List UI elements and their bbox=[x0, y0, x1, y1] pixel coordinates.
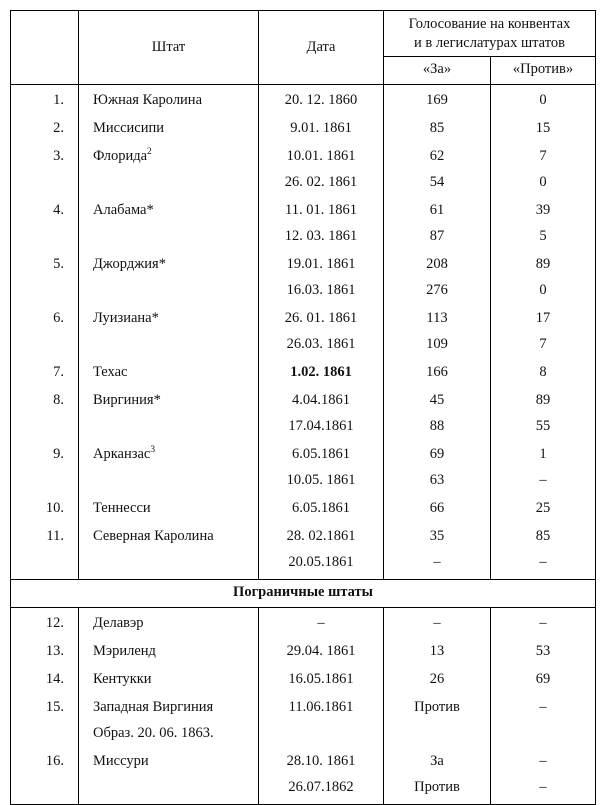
row-number: 13. bbox=[45, 642, 64, 659]
column-header-for: «За» bbox=[384, 57, 491, 85]
footnote-marker: 3 bbox=[150, 444, 156, 455]
section-header-label: Пограничные штаты bbox=[11, 579, 596, 607]
votes-against-cell bbox=[491, 84, 596, 113]
state-cell bbox=[79, 357, 259, 385]
votes-for: 276 bbox=[426, 281, 448, 298]
vote-date: 6.05.1861 bbox=[292, 499, 350, 516]
vote-date: 20.05.1861 bbox=[288, 553, 354, 570]
state-name: Теннесси bbox=[93, 499, 151, 516]
votes-for: 13 bbox=[429, 642, 445, 659]
row-number-cell bbox=[11, 84, 79, 113]
votes-against: 15 bbox=[535, 119, 551, 136]
vote-date: 4.04.1861 bbox=[292, 391, 350, 408]
votes-against: 85 bbox=[535, 527, 551, 544]
row-number: 2. bbox=[53, 119, 64, 136]
votes-against-cell bbox=[491, 141, 596, 195]
votes-against: 8 bbox=[539, 363, 547, 380]
section-header-row bbox=[11, 579, 596, 607]
votes-against: – bbox=[539, 614, 547, 631]
vote-date: 10.05. 1861 bbox=[286, 471, 356, 488]
state-name: Миссури bbox=[93, 752, 149, 769]
date-cell bbox=[259, 113, 384, 141]
row-number: 10. bbox=[45, 499, 64, 516]
row-number-cell bbox=[11, 664, 79, 692]
votes-against-cell bbox=[491, 439, 596, 493]
votes-against: 17 bbox=[535, 309, 551, 326]
state-cell bbox=[79, 84, 259, 113]
state-name: Мэриленд bbox=[93, 642, 156, 659]
row-number: 7. bbox=[53, 363, 64, 380]
votes-against-cell bbox=[491, 692, 596, 746]
vote-date: 26. 01. 1861 bbox=[284, 309, 358, 326]
table-row bbox=[11, 385, 596, 439]
votes-against: 0 bbox=[539, 173, 547, 190]
votes-for: Против bbox=[414, 778, 460, 795]
state-cell bbox=[79, 195, 259, 249]
votes-against: 55 bbox=[535, 417, 551, 434]
voting-group-line1: Голосование на конвентах bbox=[408, 16, 571, 32]
votes-for-cell bbox=[384, 249, 491, 303]
votes-for-cell bbox=[384, 357, 491, 385]
state-cell bbox=[79, 493, 259, 521]
votes-for: 69 bbox=[429, 445, 445, 462]
vote-date: 10.01. 1861 bbox=[286, 147, 356, 164]
row-number-cell bbox=[11, 439, 79, 493]
state-formation-note: Образ. 20. 06. 1863. bbox=[93, 724, 214, 741]
votes-for: 208 bbox=[426, 255, 448, 272]
votes-for-cell bbox=[384, 692, 491, 746]
votes-against-cell bbox=[491, 195, 596, 249]
date-cell bbox=[259, 636, 384, 664]
date-cell bbox=[259, 607, 384, 636]
votes-for-cell bbox=[384, 195, 491, 249]
table-row bbox=[11, 607, 596, 636]
votes-against: 5 bbox=[539, 227, 547, 244]
votes-for: 61 bbox=[429, 201, 445, 218]
votes-for-cell bbox=[384, 113, 491, 141]
row-number: 6. bbox=[53, 309, 64, 326]
row-number-cell bbox=[11, 746, 79, 805]
votes-against: 7 bbox=[539, 335, 547, 352]
vote-date: 6.05.1861 bbox=[292, 445, 350, 462]
votes-against: 7 bbox=[539, 147, 547, 164]
row-number: 11. bbox=[46, 527, 64, 544]
date-cell bbox=[259, 84, 384, 113]
state-cell bbox=[79, 746, 259, 805]
state-name: Алабама bbox=[93, 201, 147, 218]
asterisk-marker: * bbox=[158, 255, 166, 272]
row-number: 8. bbox=[53, 391, 64, 408]
vote-date: 1.02. 1861 bbox=[290, 363, 352, 380]
table-row bbox=[11, 439, 596, 493]
table-row bbox=[11, 493, 596, 521]
row-number-cell bbox=[11, 607, 79, 636]
vote-date: 26.03. 1861 bbox=[286, 335, 356, 352]
column-header-against: «Против» bbox=[491, 57, 596, 85]
row-number: 4. bbox=[53, 201, 64, 218]
table-row bbox=[11, 521, 596, 580]
votes-for: 87 bbox=[429, 227, 445, 244]
table-row bbox=[11, 636, 596, 664]
state-cell bbox=[79, 664, 259, 692]
vote-date: 28. 02.1861 bbox=[286, 527, 356, 544]
vote-date: 9.01. 1861 bbox=[290, 119, 352, 136]
column-header-state: Штат bbox=[79, 11, 259, 85]
votes-against-cell bbox=[491, 303, 596, 357]
votes-against: 0 bbox=[539, 91, 547, 108]
votes-against-cell bbox=[491, 249, 596, 303]
table-row bbox=[11, 141, 596, 195]
votes-for-cell bbox=[384, 636, 491, 664]
votes-for: 26 bbox=[429, 670, 445, 687]
state-name: Джорджия bbox=[93, 255, 159, 272]
state-name: Техас bbox=[93, 363, 128, 380]
row-number: 14. bbox=[45, 670, 64, 687]
footnote-marker: 2 bbox=[147, 146, 152, 157]
row-number: 15. bbox=[45, 698, 64, 715]
state-cell bbox=[79, 636, 259, 664]
votes-against: 89 bbox=[535, 391, 551, 408]
state-name: Флорида bbox=[93, 147, 148, 164]
date-cell bbox=[259, 141, 384, 195]
votes-for: 45 bbox=[429, 391, 445, 408]
state-name: Луизиана bbox=[93, 309, 152, 326]
table-row bbox=[11, 303, 596, 357]
row-number-cell bbox=[11, 141, 79, 195]
row-number-cell bbox=[11, 385, 79, 439]
row-number-cell bbox=[11, 521, 79, 580]
state-cell bbox=[79, 303, 259, 357]
votes-against: 89 bbox=[535, 255, 551, 272]
votes-for: 169 bbox=[426, 91, 448, 108]
vote-date: 17.04.1861 bbox=[288, 417, 354, 434]
state-cell bbox=[79, 141, 259, 195]
column-header-date: Дата bbox=[259, 11, 384, 85]
state-name: Кентукки bbox=[93, 670, 152, 687]
date-cell bbox=[259, 303, 384, 357]
votes-against: 69 bbox=[535, 670, 551, 687]
vote-date: 28.10. 1861 bbox=[286, 752, 356, 769]
row-number-cell bbox=[11, 357, 79, 385]
votes-for-cell bbox=[384, 664, 491, 692]
header-row-primary bbox=[11, 11, 596, 57]
row-number-cell bbox=[11, 113, 79, 141]
votes-against-cell bbox=[491, 357, 596, 385]
asterisk-marker: * bbox=[146, 201, 154, 218]
asterisk-marker: * bbox=[153, 391, 161, 408]
row-number-cell bbox=[11, 493, 79, 521]
votes-against: – bbox=[539, 698, 547, 715]
votes-against-cell bbox=[491, 636, 596, 664]
votes-against: 1 bbox=[539, 445, 547, 462]
table-row bbox=[11, 357, 596, 385]
row-number: 16. bbox=[45, 752, 64, 769]
votes-for: 113 bbox=[426, 309, 448, 326]
state-cell bbox=[79, 607, 259, 636]
table-body bbox=[11, 84, 596, 804]
state-name: Северная Каролина bbox=[93, 527, 214, 544]
state-name: Миссисипи bbox=[93, 119, 164, 136]
table-row bbox=[11, 195, 596, 249]
date-cell bbox=[259, 195, 384, 249]
row-number: 1. bbox=[53, 91, 64, 108]
table-row bbox=[11, 113, 596, 141]
votes-for: 35 bbox=[429, 527, 445, 544]
votes-for-cell bbox=[384, 746, 491, 805]
votes-against-cell bbox=[491, 385, 596, 439]
row-number: 3. bbox=[53, 147, 64, 164]
vote-date: – bbox=[317, 614, 325, 631]
state-cell bbox=[79, 692, 259, 746]
table-row bbox=[11, 249, 596, 303]
vote-date: 16.03. 1861 bbox=[286, 281, 356, 298]
votes-for-cell bbox=[384, 521, 491, 580]
votes-against: – bbox=[539, 752, 547, 769]
vote-date: 16.05.1861 bbox=[288, 670, 354, 687]
column-header-number bbox=[11, 11, 79, 85]
votes-for: Против bbox=[414, 698, 460, 715]
column-header-voting-group bbox=[384, 11, 596, 57]
date-cell bbox=[259, 692, 384, 746]
votes-for-cell bbox=[384, 84, 491, 113]
date-cell bbox=[259, 439, 384, 493]
voting-group-line2: и в легислатурах штатов bbox=[414, 34, 565, 51]
votes-against: 53 bbox=[535, 642, 551, 659]
votes-against: – bbox=[539, 778, 547, 795]
row-number-cell bbox=[11, 636, 79, 664]
votes-for: 109 bbox=[426, 335, 448, 352]
votes-for-cell bbox=[384, 493, 491, 521]
state-cell bbox=[79, 521, 259, 580]
vote-date: 19.01. 1861 bbox=[286, 255, 356, 272]
state-cell bbox=[79, 385, 259, 439]
state-name: Арканзас bbox=[93, 445, 151, 462]
votes-for-cell bbox=[384, 439, 491, 493]
votes-for: 66 bbox=[429, 499, 445, 516]
votes-for-cell bbox=[384, 141, 491, 195]
asterisk-marker: * bbox=[151, 309, 159, 326]
table-row bbox=[11, 746, 596, 805]
date-cell bbox=[259, 664, 384, 692]
votes-against-cell bbox=[491, 493, 596, 521]
date-cell bbox=[259, 746, 384, 805]
state-name: Западная Виргиния bbox=[93, 698, 214, 715]
vote-date: 11. 01. 1861 bbox=[285, 201, 357, 218]
vote-date: 12. 03. 1861 bbox=[284, 227, 358, 244]
vote-date: 26. 02. 1861 bbox=[284, 173, 358, 190]
vote-date: 29.04. 1861 bbox=[286, 642, 356, 659]
votes-for: 166 bbox=[426, 363, 448, 380]
row-number-cell bbox=[11, 692, 79, 746]
votes-for: 54 bbox=[429, 173, 445, 190]
votes-against: – bbox=[539, 553, 547, 570]
votes-for: – bbox=[433, 553, 441, 570]
date-cell bbox=[259, 357, 384, 385]
row-number-cell bbox=[11, 249, 79, 303]
row-number: 12. bbox=[45, 614, 64, 631]
votes-against-cell bbox=[491, 746, 596, 805]
date-cell bbox=[259, 521, 384, 580]
date-cell bbox=[259, 249, 384, 303]
table-row bbox=[11, 692, 596, 746]
votes-against-cell bbox=[491, 607, 596, 636]
row-number-cell bbox=[11, 303, 79, 357]
date-cell bbox=[259, 385, 384, 439]
votes-for: 63 bbox=[429, 471, 445, 488]
votes-for: – bbox=[433, 614, 441, 631]
state-name: Южная Каролина bbox=[93, 91, 203, 108]
votes-against: 25 bbox=[535, 499, 551, 516]
table-row bbox=[11, 84, 596, 113]
row-number: 5. bbox=[53, 255, 64, 272]
table-header bbox=[11, 11, 596, 85]
votes-for: 62 bbox=[429, 147, 445, 164]
state-name: Виргиния bbox=[93, 391, 154, 408]
document-page bbox=[0, 10, 605, 795]
state-cell bbox=[79, 439, 259, 493]
date-cell bbox=[259, 493, 384, 521]
votes-for-cell bbox=[384, 607, 491, 636]
votes-against-cell bbox=[491, 664, 596, 692]
state-cell bbox=[79, 249, 259, 303]
votes-against-cell bbox=[491, 113, 596, 141]
vote-date: 26.07.1862 bbox=[288, 778, 354, 795]
table-row bbox=[11, 664, 596, 692]
votes-for-cell bbox=[384, 385, 491, 439]
state-name: Делавэр bbox=[93, 614, 144, 631]
vote-date: 11.06.1861 bbox=[288, 698, 354, 715]
votes-against: 0 bbox=[539, 281, 547, 298]
secession-votes-table bbox=[10, 10, 596, 805]
votes-for: 88 bbox=[429, 417, 445, 434]
row-number-cell bbox=[11, 195, 79, 249]
votes-against: 39 bbox=[535, 201, 551, 218]
votes-for-cell bbox=[384, 303, 491, 357]
votes-against-cell bbox=[491, 521, 596, 580]
state-cell bbox=[79, 113, 259, 141]
vote-date: 20. 12. 1860 bbox=[284, 91, 358, 108]
votes-against: – bbox=[539, 471, 547, 488]
votes-for: За bbox=[430, 752, 444, 769]
row-number: 9. bbox=[53, 445, 64, 462]
votes-for: 85 bbox=[429, 119, 445, 136]
